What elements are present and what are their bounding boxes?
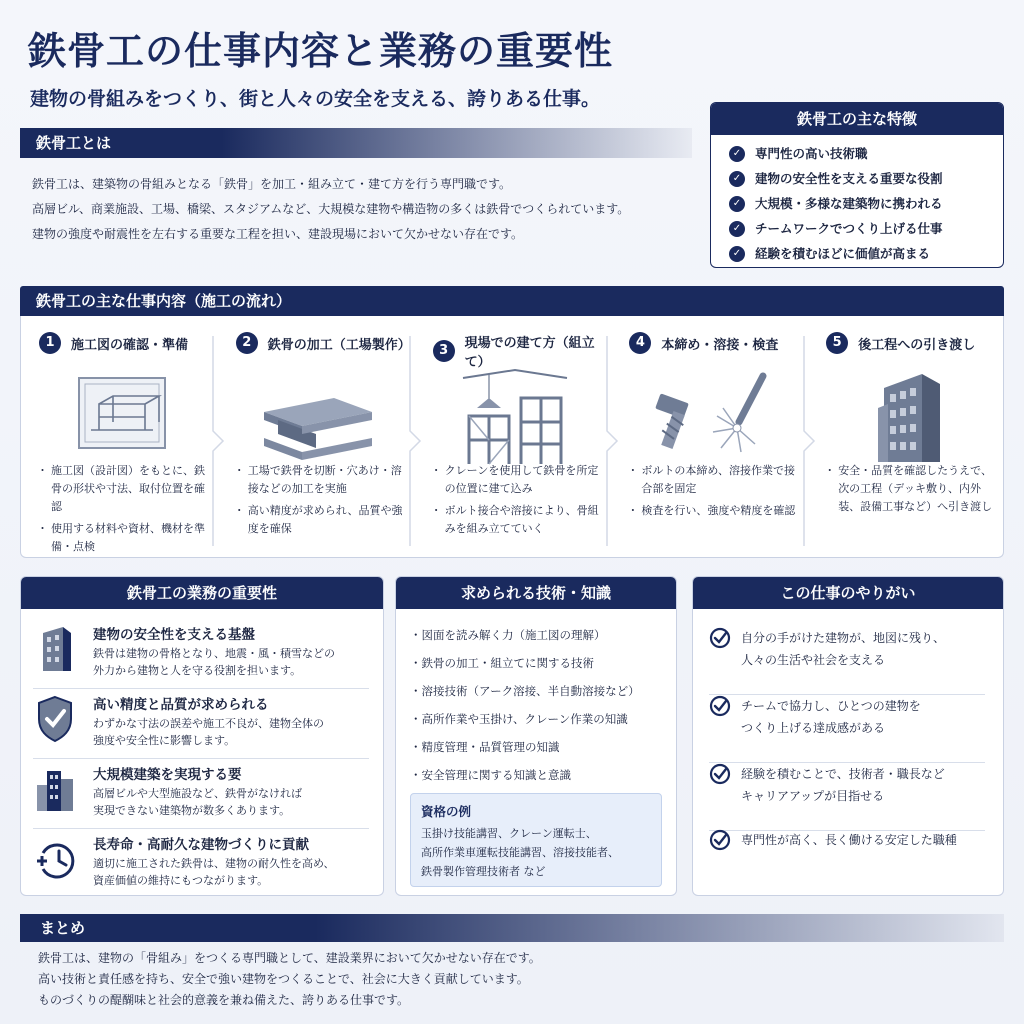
importance-desc: 外力から建物と人を守る役割を担います。 [93,664,302,677]
feature-item [729,191,1003,216]
whatis-line: 建物の強度や耐震性を左右する重要な工程を担い、建設現場において欠かせない存在です。 [32,227,524,241]
step-bullet: ・ クレーンを使用して鉄骨を所定の位置に建て込み [433,462,602,498]
step-number: 4 [629,332,651,354]
step-number: 5 [826,332,848,354]
importance-item [33,691,369,759]
reward-item [709,627,985,695]
importance-desc: 高層ビルや大型施設など、鉄骨がなければ [93,787,302,800]
step-title: 後工程への引き渡し [858,337,976,353]
flow-step [218,316,415,558]
whatis-heading: 鉄骨工とは [20,128,692,158]
feature-label: 大規模・多様な建築物に携われる [755,196,943,211]
steel-beam-icon [258,368,378,468]
feature-label: 経験を積むほどに価値が高まる [755,246,931,261]
flow-steps [20,316,1004,558]
reward-text: 経験を積むことで、技術者・職長など キャリアアップが目指せる [741,767,945,803]
importance-desc: 鉄骨は建物の骨格となり、地震・風・積雪などの [93,647,335,660]
page-title: 鉄骨工の仕事内容と業務の重要性 [28,29,614,73]
step-bullet: ・ ボルト接合や溶接により、骨組みを組み立てていく [433,502,602,538]
page-subtitle: 建物の骨組みをつくり、街と人々の安全を支える、誇りある仕事。 [30,88,601,110]
check-icon: ✓ [729,221,745,237]
crane-frame-icon [455,368,575,468]
skill-item: ・ 鉄骨の加工・組立てに関する技術 [410,649,676,677]
reward-panel [692,576,1004,896]
skills-heading: 求められる技術・知識 [396,577,676,609]
flow-step [21,316,218,558]
whatis-section [20,128,692,266]
building-icon [848,368,968,468]
importance-item [33,831,369,896]
skills-panel [395,576,677,896]
reward-text: 専門性が高く、長く働ける安定した職種 [741,833,957,847]
step-title: 現場での建て方（組立て） [464,336,595,370]
importance-title: 建物の安全性を支える基盤 [93,627,255,643]
reward-heading: この仕事のやりがい [693,577,1003,609]
skill-item: ・ 精度管理・品質管理の知識 [410,733,676,761]
reward-item [709,763,985,831]
importance-title: 高い精度と品質が求められる [93,697,269,713]
importance-title: 長寿命・高耐久な建物づくりに貢献 [93,837,309,853]
importance-desc: 実現できない建築物が数多くあります。 [93,804,291,817]
step-bullet: ・ 工場で鉄骨を切断・穴あけ・溶接などの加工を実施 [236,462,405,498]
clock-plus-icon [35,835,75,883]
check-icon: ✓ [729,146,745,162]
step-bullet: ・ ボルトの本締め、溶接作業で接合部を固定 [629,462,798,498]
qualifications-box [410,793,662,887]
feature-label: 建物の安全性を支える重要な役割 [755,171,943,186]
check-icon: ✓ [729,171,745,187]
step-bullet: ・ 高い精度が求められ、品質や強度を確保 [236,502,405,538]
features-box [710,102,1004,268]
flow-heading: 鉄骨工の主な仕事内容（施工の流れ） [20,286,1004,316]
skill-item: ・ 安全管理に関する知識と意識 [410,761,676,789]
summary-heading: まとめ [20,914,1004,942]
step-title: 鉄骨の加工（工場製作） [267,337,411,353]
skill-item: ・ 高所作業や玉掛け、クレーン作業の知識 [410,705,676,733]
importance-desc: 適切に施工された鉄骨は、建物の耐久性を高め、 [93,857,335,870]
feature-item [729,141,1003,166]
flow-step [611,316,808,558]
reward-item [709,695,985,763]
importance-item [33,621,369,689]
bolt-weld-icon [651,368,771,468]
flow-step [808,316,1005,558]
reward-text: チームで協力し、ひとつの建物を つくり上げる達成感がある [741,699,921,735]
importance-title: 大規模建築を実現する要 [93,767,242,783]
feature-item [729,166,1003,191]
check-icon: ✓ [729,246,745,262]
qualifications-text: 玉掛け技能講習、クレーン運転士、 高所作業車運転技能講習、溶接技能者、 鉄骨製作管理技術者 など [421,827,619,878]
step-bullet: ・ 使用する材料や資材、機材を準備・点検 [39,520,208,556]
feature-label: 専門性の高い技術職 [755,146,868,161]
importance-heading: 鉄骨工の業務の重要性 [21,577,383,609]
flow-step [415,316,612,558]
feature-item [729,216,1003,241]
importance-desc: わずかな寸法の誤差や施工不良が、建物全体の [93,717,324,730]
building-icon [35,625,75,673]
features-heading: 鉄骨工の主な特徴 [711,103,1003,135]
shield-check-icon [35,695,75,743]
step-number: 3 [433,340,455,362]
importance-desc: 資産価値の維持にもつながります。 [93,874,269,887]
check-circle-icon [709,829,731,851]
step-title: 本締め・溶接・検査 [661,337,779,353]
feature-item [729,241,1003,266]
whatis-line: 鉄骨工は、建築物の骨組みとなる「鉄骨」を加工・組み立て・建て方を行う専門職です。 [32,177,512,191]
blueprint-icon [61,368,181,468]
step-bullet: ・ 検査を行い、強度や精度を確認 [629,502,798,520]
importance-panel [20,576,384,896]
step-bullet: ・ 安全・品質を確認したうえで、次の工程（デッキ敷り、内外装、設備工事など）へ引き渡し [826,462,995,516]
city-buildings-icon [35,765,75,813]
check-circle-icon [709,763,731,785]
step-number: 1 [39,332,61,354]
skill-item: ・ 溶接技術（アーク溶接、半自動溶接など） [410,677,676,705]
whatis-line: 高層ビル、商業施設、工場、橋梁、スタジアムなど、大規模な建物や構造物の多くは鉄骨でつくられています。 [32,202,630,216]
summary-text: 鉄骨工は、建物の「骨組み」をつくる専門職として、建設業界において欠かせない存在です。 高い技術と責任感を持ち、安全で強い建物をつくることで、社会に大きく貢献しています。 ものづくりの醍醐味と社会的意義を兼ね備えた、誇りある仕事です。 [38,951,541,1007]
step-number: 2 [236,332,258,354]
feature-label: チームワークでつくり上げる仕事 [755,221,943,236]
importance-item [33,761,369,829]
reward-text: 自分の手がけた建物が、地図に残り、 人々の生活や社会を支える [741,631,946,667]
step-title: 施工図の確認・準備 [71,337,189,353]
check-circle-icon [709,627,731,649]
check-circle-icon [709,695,731,717]
qualifications-heading: 資格の例 [421,804,472,819]
check-icon: ✓ [729,196,745,212]
importance-desc: 強度や安全性に影響します。 [93,734,236,747]
skill-item: ・ 図面を読み解く力（施工図の理解） [410,621,676,649]
reward-item [709,829,985,896]
step-bullet: ・ 施工図（設計図）をもとに、鉄骨の形状や寸法、取付位置を確認 [39,462,208,516]
